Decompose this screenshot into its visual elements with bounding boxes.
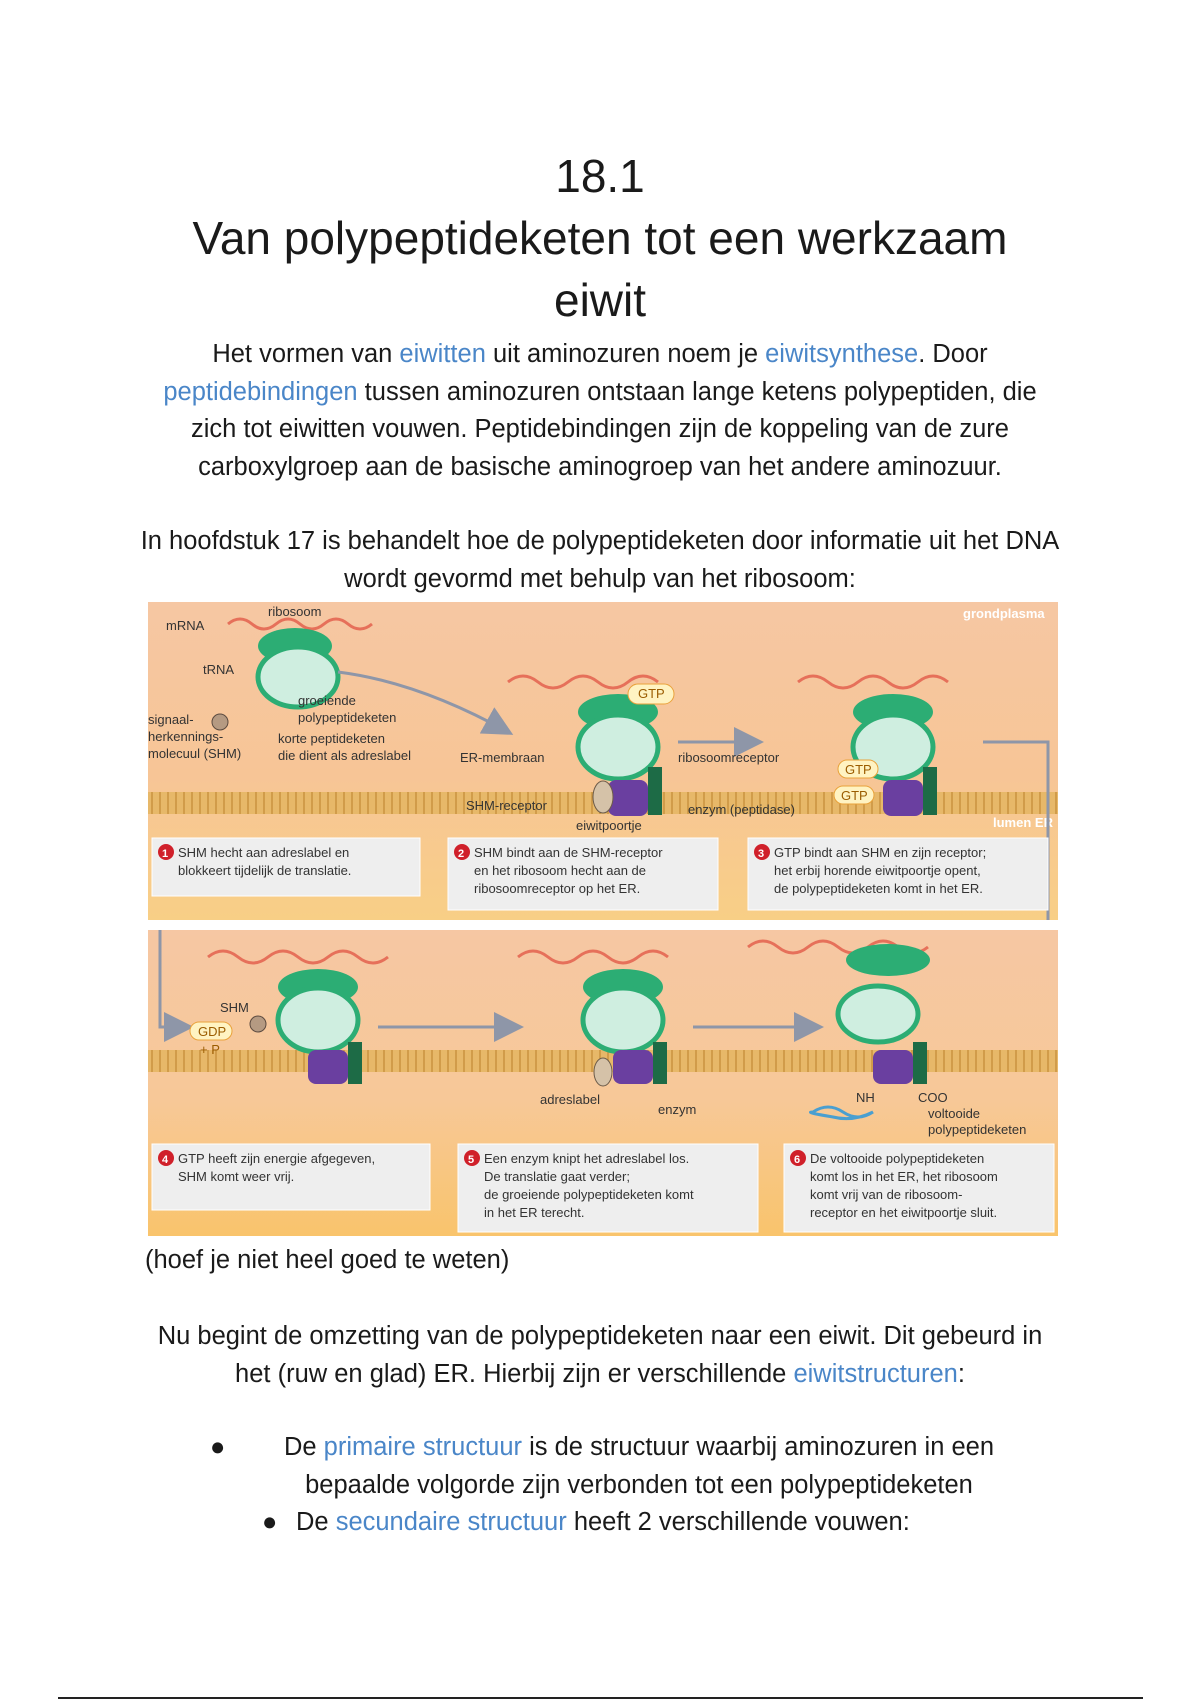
enzym-peptidase-label: enzym (peptidase) — [688, 802, 795, 817]
shm-molecule — [250, 1016, 266, 1032]
term-primaire-structuur: primaire structuur — [323, 1433, 523, 1461]
nh3-label: NH — [856, 1090, 875, 1105]
step-number: 5 — [468, 1154, 475, 1166]
adreslabel-label: adreslabel — [540, 1092, 600, 1107]
er-membraan-label: ER-membraan — [460, 750, 545, 765]
section-number: 18.1 — [555, 150, 645, 202]
step-box-5 — [458, 1144, 758, 1232]
step-box-2 — [448, 838, 718, 910]
page-title-line1: Van polypeptideketen tot een werkzaam — [192, 212, 1008, 264]
step-1-line-1: SHM hecht aan adreslabel en — [178, 845, 350, 860]
ribosome-er-diagram — [148, 602, 1058, 1236]
intro-text: . Door — [918, 340, 988, 368]
intro-text: tussen aminozuren ontstaan lange ketens polypeptiden, die zich tot eiwitten vouwen. Peptidebindingen zijn de koppeling van de zure carboxylgroep aan de basische aminogroep van het andere aminozuur. — [191, 377, 1037, 481]
gtp-label: GTP — [638, 686, 665, 701]
korte-label-2: die dient als adreslabel — [278, 748, 411, 763]
step-3-line-2: het erbij horende eiwitpoortje opent, — [774, 863, 981, 878]
eiwitpoortje — [883, 780, 923, 816]
enzym-label: enzym — [658, 1102, 697, 1117]
step-box-6 — [784, 1144, 1054, 1232]
step-number: 1 — [162, 848, 169, 860]
signaal-label-3: molecuul (SHM) — [148, 746, 242, 761]
lumen-label: lumen ER — [993, 815, 1053, 830]
bullet-icon: ● — [262, 1508, 278, 1536]
page-bottom-rule — [58, 1697, 1143, 1699]
step-2-line-2: en het ribosoom hecht aan de — [474, 863, 647, 878]
ribosome-large-subunit — [583, 988, 663, 1052]
ribosome-large-subunit — [838, 986, 918, 1042]
ribosoomreceptor-label: ribosoomreceptor — [678, 750, 780, 765]
step-6-line-3: komt vrij van de ribosoom- — [810, 1187, 963, 1202]
step-number: 2 — [458, 848, 465, 860]
section2-text: Nu begint de omzetting van de polypeptideketen naar een eiwit. Dit gebeurd in het (ruw en glad) ER. Hierbij zijn er verschillende — [157, 1322, 1043, 1388]
term-eiwitstructuren: eiwitstructuren — [793, 1359, 958, 1388]
section2-paragraph — [140, 1318, 1060, 1393]
intro-text: uit aminozuren noem je — [485, 340, 766, 368]
section2-text: : — [957, 1359, 965, 1388]
eiwitpoortje — [308, 1050, 348, 1084]
eiwitpoortje — [608, 780, 648, 816]
step-6-line-2: komt los in het ER, het ribosoom — [810, 1169, 998, 1184]
grondplasma-label: grondplasma — [963, 606, 1045, 621]
list-item-text — [296, 1504, 1062, 1542]
step-number: 6 — [794, 1154, 801, 1166]
ribosoom-label: ribosoom — [268, 604, 322, 619]
signaal-label-1: signaal- — [148, 712, 194, 727]
term-eiwitsynthese: eiwitsynthese — [765, 340, 919, 368]
step-4-line-2: SHM komt weer vrij. — [178, 1169, 295, 1184]
groeiende-label-2: polypeptideketen — [298, 710, 397, 725]
ribosome-large-subunit — [278, 988, 358, 1052]
step-5-line-1: Een enzym knipt het adreslabel los. — [484, 1151, 690, 1166]
list-text: is de structuur waarbij aminozuren in een bepaalde volgorde zijn verbonden tot een polypeptideketen — [305, 1433, 995, 1499]
signaal-label-2: herkennings- — [148, 729, 224, 744]
eiwitpoortje — [873, 1050, 913, 1084]
step-2-line-1: SHM bindt aan de SHM-receptor — [474, 845, 663, 860]
trna-label: tRNA — [203, 662, 235, 677]
step-5-line-2: De translatie gaat verder; — [484, 1169, 630, 1184]
step-5-line-4: in het ER terecht. — [484, 1205, 585, 1220]
ribosome-large-subunit — [578, 715, 658, 779]
step-box-3 — [748, 838, 1048, 910]
gdp-label: GDP — [198, 1024, 227, 1039]
step-box-1 — [152, 838, 420, 896]
mrna-label: mRNA — [166, 618, 205, 633]
step-5-line-3: de groeiende polypeptideketen komt — [484, 1187, 694, 1202]
term-eiwitten: eiwitten — [399, 340, 486, 368]
shm-receptor — [593, 781, 613, 813]
shm-label: SHM — [220, 1000, 249, 1015]
step-6-line-1: De voltooide polypeptideketen — [810, 1151, 985, 1166]
term-peptidebindingen: peptidebindingen — [163, 377, 358, 406]
ribosoomreceptor — [648, 767, 662, 815]
gtp-label: GTP — [841, 788, 868, 803]
list-item-secundair — [262, 1504, 1062, 1542]
korte-label-1: korte peptideketen — [278, 731, 385, 746]
ribosoomreceptor — [653, 1042, 667, 1084]
step-1-line-2: blokkeert tijdelijk de translatie. — [178, 863, 352, 878]
coo-label: COO — [918, 1090, 948, 1105]
term-secundaire-structuur: secundaire structuur — [335, 1508, 567, 1536]
intro-paragraph-2: In hoofdstuk 17 is behandelt hoe de polypeptideketen door informatie uit het DNA wordt gevormd met behulp van het ribosoom: — [140, 527, 1060, 593]
page-title-line2: eiwit — [553, 274, 647, 326]
shm-molecule — [212, 714, 228, 730]
step-3-line-1: GTP bindt aan SHM en zijn receptor; — [774, 845, 987, 860]
voltooide-label-2: polypeptideketen — [928, 1122, 1027, 1137]
groeiende-label-1: groeiende — [298, 693, 356, 708]
step-2-line-3: ribosoomreceptor op het ER. — [474, 881, 641, 896]
step-3-line-3: de polypeptideketen komt in het ER. — [774, 881, 983, 896]
pi-label: + P — [200, 1042, 220, 1057]
step-box-4 — [152, 1144, 430, 1210]
gtp-label: GTP — [845, 762, 872, 777]
adreslabel-shape — [594, 1058, 612, 1086]
ribosome-small-subunit — [846, 944, 930, 976]
list-item-primair — [210, 1429, 1070, 1504]
voltooide-label-1: voltooide — [928, 1106, 981, 1121]
list-text: De — [283, 1433, 324, 1461]
intro-paragraph — [140, 336, 1060, 486]
figure-caption: (hoef je niet heel goed te weten) — [145, 1246, 510, 1274]
intro-text: Het vormen van — [212, 340, 400, 368]
eiwitpoortje-label: eiwitpoortje — [576, 818, 642, 833]
ribosoomreceptor — [923, 767, 937, 815]
ribosoomreceptor — [913, 1042, 927, 1084]
step-6-line-4: receptor en het eiwitpoortje sluit. — [810, 1205, 998, 1220]
list-text: De — [296, 1508, 336, 1536]
step-4-line-1: GTP heeft zijn energie afgegeven, — [178, 1151, 376, 1166]
bullet-icon: ● — [210, 1433, 226, 1461]
list-item-text — [244, 1429, 1034, 1504]
step-number: 3 — [758, 848, 765, 860]
list-text: heeft 2 verschillende vouwen: — [566, 1508, 910, 1536]
step-number: 4 — [162, 1154, 169, 1166]
shm-receptor-label: SHM-receptor — [466, 798, 547, 813]
ribosoomreceptor — [348, 1042, 362, 1084]
eiwitpoortje — [613, 1050, 653, 1084]
